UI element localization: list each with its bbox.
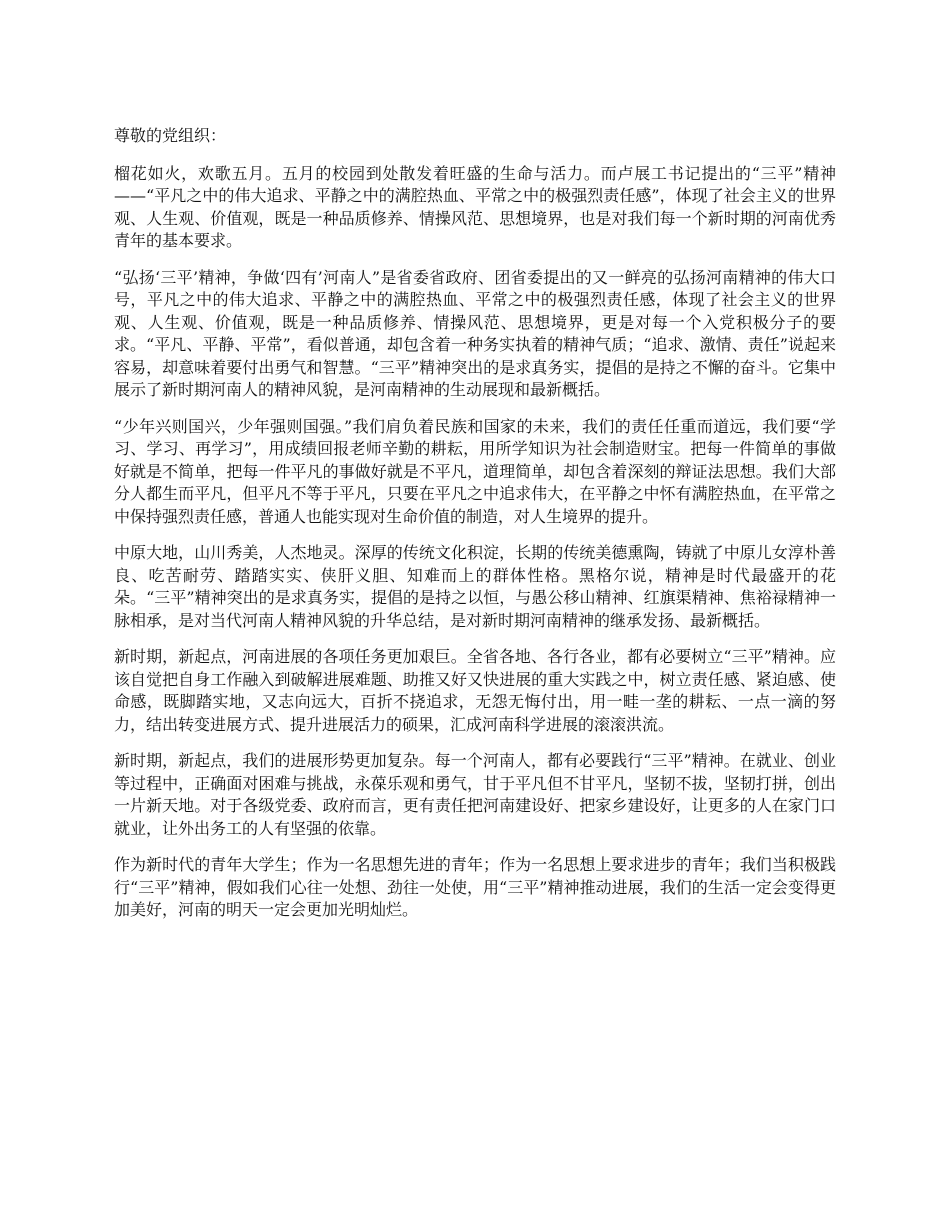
paragraph-1: 榴花如火，欢歌五月。五月的校园到处散发着旺盛的生命与活力。而卢展工书记提出的“三平”精神——“平凡之中的伟大追求、平静之中的满腔热血、平常之中的极强烈责任感”，体现了社会主义的世界观、人生观、价值观，既是一种品质修养、情操风范、思想境界，也是对我们每一个新时期的河南优秀青年的基本要求。 bbox=[114, 163, 836, 250]
paragraph-7: 作为新时代的青年大学生；作为一名思想先进的青年；作为一名思想上要求进步的青年；我们当积极践行“三平”精神，假如我们心往一处想、劲往一处使，用“三平”精神推动进展，我们的生活一定会变得更加美好，河南的明天一定会更加光明灿烂。 bbox=[114, 855, 836, 919]
paragraph-2: “弘扬‘三平’精神，争做‘四有’河南人”是省委省政府、团省委提出的又一鲜亮的弘扬河南精神的伟大口号，平凡之中的伟大追求、平静之中的满腔热血、平常之中的极强烈责任感，体现了社会主义的世界观、人生观、价值观，既是一种品质修养、情操风范、思想境界，更是对每一个入党积极分子的要求。“平凡、平静、平常”，看似普通，却包含着一种务实执着的精神气质；“追求、激情、责任”说起来容易，却意味着要付出勇气和智慧。“三平”精神突出的是求真务实，提倡的是持之不懈的奋斗。它集中展示了新时期河南人的精神风貌，是河南精神的生动展现和最新概括。 bbox=[114, 267, 836, 399]
salutation: 尊敬的党组织： bbox=[114, 126, 227, 145]
paragraph-4: 中原大地，山川秀美，人杰地灵。深厚的传统文化积淀，长期的传统美德熏陶，铸就了中原儿女淳朴善良、吃苦耐劳、踏踏实实、侠肝义胆、知难而上的群体性格。黑格尔说，精神是时代最盛开的花朵。“三平”精神突出的是求真务实，提倡的是持之以恒，与愚公移山精神、红旗渠精神、焦裕禄精神一脉相承，是对当代河南人精神风貌的升华总结，是对新时期河南精神的继承发扬、最新概括。 bbox=[114, 543, 836, 630]
paragraph-6: 新时期，新起点，我们的进展形势更加复杂。每一个河南人，都有必要践行“三平”精神。在就业、创业等过程中，正确面对困难与挑战，永葆乐观和勇气，甘于平凡但不甘平凡，坚韧不拔，坚韧打拼，创出一片新天地。对于各级党委、政府而言，更有责任把河南建设好、把家乡建设好，让更多的人在家门口就业，让外出务工的人有坚强的依靠。 bbox=[114, 751, 836, 838]
paragraph-3: “少年兴则国兴，少年强则国强。”我们肩负着民族和国家的未来，我们的责任任重而道远，我们要“学习、学习、再学习”，用成绩回报老师辛勤的耕耘，用所学知识为社会制造财宝。把每一件简单的事做好就是不简单，把每一件平凡的事做好就是不平凡，道理简单，却包含着深刻的辩证法思想。我们大部分人都生而平凡，但平凡不等于平凡，只要在平凡之中追求伟大，在平静之中怀有满腔热血，在平常之中保持强烈责任感，普通人也能实现对生命价值的制造，对人生境界的提升。 bbox=[114, 416, 836, 526]
paragraph-5: 新时期，新起点，河南进展的各项任务更加艰巨。全省各地、各行各业，都有必要树立“三平”精神。应该自觉把自身工作融入到破解进展难题、助推又好又快进展的重大实践之中，树立责任感、紧迫感、使命感，既脚踏实地，又志向远大，百折不挠追求，无怨无悔付出，用一畦一垄的耕耘、一点一滴的努力，结出转变进展方式、提升进展活力的硕果，汇成河南科学进展的滚滚洪流。 bbox=[114, 647, 836, 734]
